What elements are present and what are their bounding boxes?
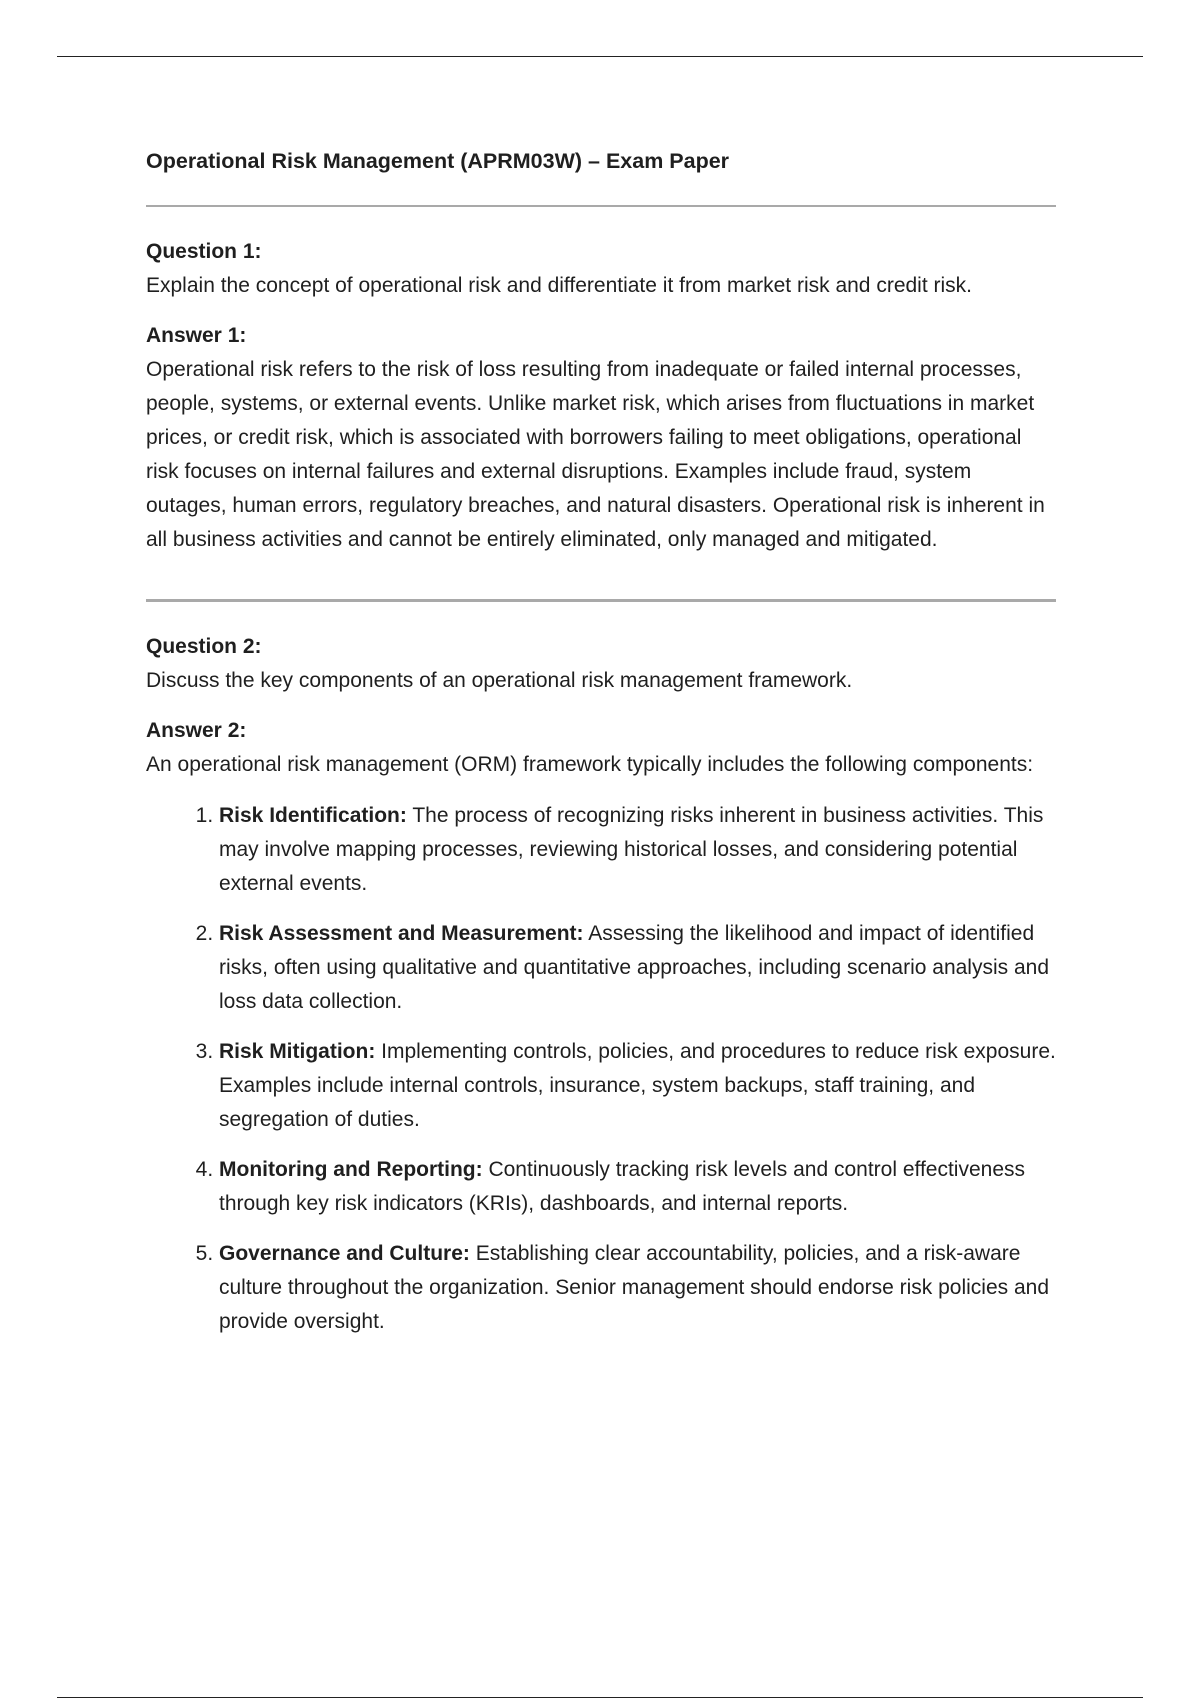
question-2-text: Discuss the key components of an operational risk management framework. — [146, 669, 853, 692]
component-heading: Governance and Culture: — [219, 1242, 470, 1265]
section-divider — [146, 205, 1056, 207]
answer-1-label: Answer 1: — [146, 324, 247, 347]
framework-components-list — [146, 799, 1056, 1339]
component-text: Implementing controls, policies, and procedures to reduce risk exposure. Examples include internal controls, insurance, system backups, staff training, and segregation of duties. — [219, 1040, 1056, 1131]
question-1-label: Question 1: — [146, 240, 262, 263]
list-item — [219, 917, 1056, 1019]
answer-2-label: Answer 2: — [146, 719, 247, 742]
list-item — [219, 1237, 1056, 1339]
answer-2-intro: An operational risk management (ORM) framework typically includes the following components: — [146, 753, 1034, 776]
component-heading: Risk Identification: — [219, 804, 407, 827]
component-heading: Monitoring and Reporting: — [219, 1158, 483, 1181]
document-title: Operational Risk Management (APRM03W) – Exam Paper — [146, 149, 730, 173]
question-2-label: Question 2: — [146, 635, 262, 658]
question-1-section — [146, 235, 1056, 557]
list-item — [219, 1153, 1056, 1221]
answer-1-text: Operational risk refers to the risk of loss resulting from inadequate or failed internal processes, people, systems, or external events. Unlike market risk, which arises from fluctuations in market prices, or credit risk, which is associated with borrowers failing to meet obligations, operational risk focuses on internal failures and external disruptions. Examples include fraud, system outages, human errors, regulatory breaches, and natural disasters. Operational risk is inherent in all business activities and cannot be entirely eliminated, only managed and mitigated. — [146, 358, 1045, 551]
page-bottom-rule — [57, 1697, 1143, 1698]
page-top-rule — [57, 56, 1143, 57]
component-text: Establishing clear accountability, policies, and a risk-aware culture throughout the organization. Senior management should endorse risk policies and provide oversight. — [219, 1242, 1050, 1333]
question-1-text: Explain the concept of operational risk and differentiate it from market risk and credit risk. — [146, 274, 973, 297]
component-text: The process of recognizing risks inherent in business activities. This may involve mapping processes, reviewing historical losses, and considering potential external events. — [219, 804, 1044, 895]
document-body — [146, 148, 1056, 1355]
list-item — [219, 799, 1056, 901]
question-2-section — [146, 630, 1056, 1339]
list-item — [219, 1035, 1056, 1137]
component-heading: Risk Mitigation: — [219, 1040, 376, 1063]
section-divider — [146, 599, 1056, 602]
component-text: Continuously tracking risk levels and control effectiveness through key risk indicators (KRIs), dashboards, and internal reports. — [219, 1158, 1026, 1215]
component-heading: Risk Assessment and Measurement: — [219, 922, 584, 945]
component-text: Assessing the likelihood and impact of identified risks, often using qualitative and quantitative approaches, including scenario analysis and loss data collection. — [219, 922, 1050, 1013]
